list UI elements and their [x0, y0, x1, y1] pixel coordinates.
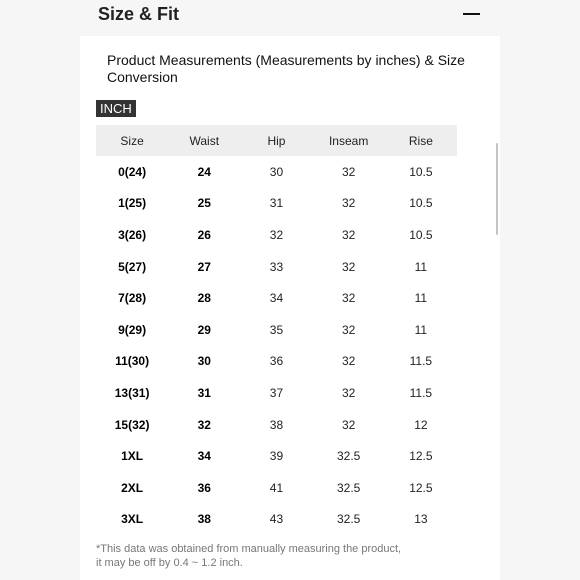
hip-cell: 39: [269, 449, 284, 464]
hip-cell: 43: [269, 512, 284, 527]
inseam-cell: 32.5: [336, 480, 361, 495]
size-cell: 11(30): [115, 354, 150, 369]
inseam-cell: 32: [341, 227, 356, 242]
rise-cell: 11: [414, 259, 428, 274]
inseam-cell: 32: [341, 164, 356, 179]
inseam-cell: 32: [341, 354, 356, 369]
minus-icon[interactable]: [463, 13, 480, 15]
waist-cell: 30: [197, 354, 211, 369]
rise-cell: 11.5: [409, 354, 433, 369]
column-header-hip: Hip: [240, 125, 312, 156]
size-cell: 7(28): [118, 291, 147, 306]
rise-cell: 11.5: [409, 385, 433, 400]
column-header-waist: Waist: [168, 125, 240, 156]
rise-cell: 12: [414, 417, 428, 432]
size-cell: 0(24): [118, 164, 147, 179]
waist-cell: 31: [197, 385, 211, 400]
waist-cell: 34: [197, 449, 211, 464]
scrollbar-thumb[interactable]: [496, 143, 498, 235]
table-row: [96, 219, 457, 251]
size-cell: 15(32): [114, 417, 150, 432]
table-row: [96, 504, 457, 536]
measurement-disclaimer: [96, 542, 401, 570]
hip-cell: 41: [269, 480, 284, 495]
waist-cell: 25: [197, 196, 211, 211]
table-header-row: [96, 125, 457, 156]
waist-cell: 27: [197, 259, 211, 274]
inseam-cell: 32.5: [336, 512, 361, 527]
inseam-cell: 32: [341, 291, 356, 306]
rise-cell: 11: [414, 291, 428, 306]
waist-cell: 38: [197, 512, 211, 527]
hip-cell: 37: [269, 385, 284, 400]
unit-badge: INCH: [96, 100, 136, 117]
inseam-cell: 32.5: [336, 449, 361, 464]
waist-cell: 26: [197, 227, 211, 242]
measurements-subtitle: Product Measurements (Measurements by inches) & Size Conversion: [107, 52, 465, 85]
table-row: [96, 440, 457, 472]
rise-cell: 12.5: [409, 449, 433, 464]
table-row: [96, 251, 457, 283]
rise-cell: 10.5: [409, 227, 433, 242]
disclaimer-line-2: it may be off by 0.4 ~ 1.2 inch.: [96, 557, 243, 569]
waist-cell: 24: [197, 164, 211, 179]
inseam-cell: 32: [341, 385, 356, 400]
size-fit-panel: [80, 0, 500, 580]
table-row: [96, 282, 457, 314]
table-row: [96, 472, 457, 504]
rise-cell: 10.5: [409, 196, 433, 211]
size-chart-table: [96, 125, 457, 535]
waist-cell: 36: [197, 480, 211, 495]
size-cell: 1XL: [121, 449, 144, 464]
table-row: [96, 188, 457, 220]
size-cell: 3(26): [118, 227, 147, 242]
inseam-cell: 32: [341, 196, 356, 211]
column-header-rise: Rise: [385, 125, 457, 156]
size-cell: 5(27): [118, 259, 147, 274]
rise-cell: 11: [414, 322, 428, 337]
table-row: [96, 409, 457, 441]
hip-cell: 30: [269, 164, 284, 179]
table-row: [96, 314, 457, 346]
size-cell: 1(25): [118, 196, 147, 211]
hip-cell: 32: [269, 227, 284, 242]
disclaimer-line-1: *This data was obtained from manually measuring the product,: [96, 543, 402, 555]
hip-cell: 31: [269, 196, 284, 211]
waist-cell: 29: [197, 322, 211, 337]
hip-cell: 35: [269, 322, 284, 337]
inseam-cell: 32: [341, 322, 356, 337]
table-row: [96, 377, 457, 409]
inseam-cell: 32: [341, 259, 356, 274]
waist-cell: 32: [197, 417, 211, 432]
waist-cell: 28: [197, 291, 211, 306]
hip-cell: 36: [269, 354, 284, 369]
column-header-inseam: Inseam: [313, 125, 385, 156]
rise-cell: 13: [414, 512, 428, 527]
table-row: [96, 156, 457, 188]
size-cell: 3XL: [121, 512, 144, 527]
size-cell: 2XL: [121, 480, 144, 495]
hip-cell: 33: [269, 259, 284, 274]
size-cell: 9(29): [118, 322, 147, 337]
rise-cell: 12.5: [409, 480, 433, 495]
hip-cell: 34: [269, 291, 284, 306]
size-fit-header[interactable]: [80, 0, 500, 36]
rise-cell: 10.5: [409, 164, 433, 179]
size-cell: 13(31): [114, 385, 150, 400]
column-header-size: Size: [96, 125, 168, 156]
inseam-cell: 32: [341, 417, 356, 432]
section-title: Size & Fit: [98, 4, 180, 24]
table-row: [96, 346, 457, 378]
hip-cell: 38: [269, 417, 284, 432]
